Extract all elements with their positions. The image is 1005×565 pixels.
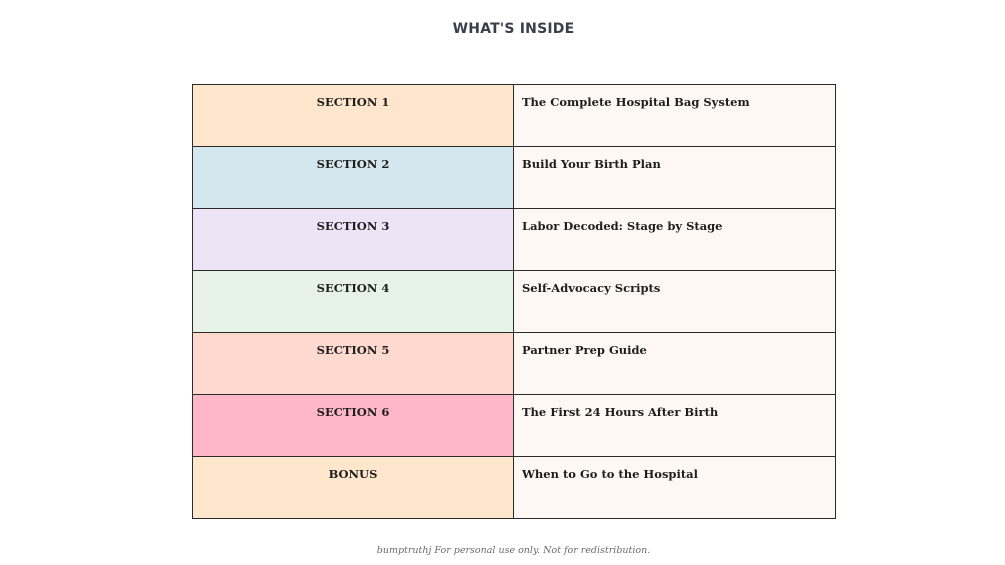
footer-note: bumptruthj For personal use only. Not for redistribution. [376,545,651,556]
section-title: Build Your Birth Plan [522,157,661,171]
page-title: WHAT'S INSIDE [452,21,575,37]
section-title-cell [514,85,836,147]
section-label: SECTION 1 [316,95,390,109]
table-row [193,457,836,519]
section-title: Labor Decoded: Stage by Stage [522,219,723,233]
section-label: SECTION 6 [316,405,390,419]
table-row [193,395,836,457]
section-title: Partner Prep Guide [522,343,647,357]
section-title-cell [514,271,836,333]
section-title: Self-Advocacy Scripts [522,281,661,295]
table-row [193,147,836,209]
bonus-label-cell [193,457,514,519]
section-title-cell [514,333,836,395]
section-title: The First 24 Hours After Birth [522,405,719,419]
section-title: The Complete Hospital Bag System [522,95,750,109]
section-title-cell [514,147,836,209]
section-label-cell [193,333,514,395]
section-label: SECTION 4 [316,281,390,295]
table-row [193,209,836,271]
section-label-cell [193,271,514,333]
section-label-cell [193,147,514,209]
section-label: SECTION 3 [316,219,390,233]
table-row [193,333,836,395]
section-label: SECTION 2 [316,157,390,171]
bonus-title-cell [514,457,836,519]
section-label: SECTION 5 [316,343,390,357]
table-row [193,271,836,333]
section-label-cell [193,395,514,457]
bonus-label: BONUS [328,467,378,481]
contents-table [192,84,836,519]
section-title-cell [514,395,836,457]
bonus-title: When to Go to the Hospital [522,467,698,481]
section-label-cell [193,85,514,147]
section-title-cell [514,209,836,271]
section-label-cell [193,209,514,271]
table-row [193,85,836,147]
